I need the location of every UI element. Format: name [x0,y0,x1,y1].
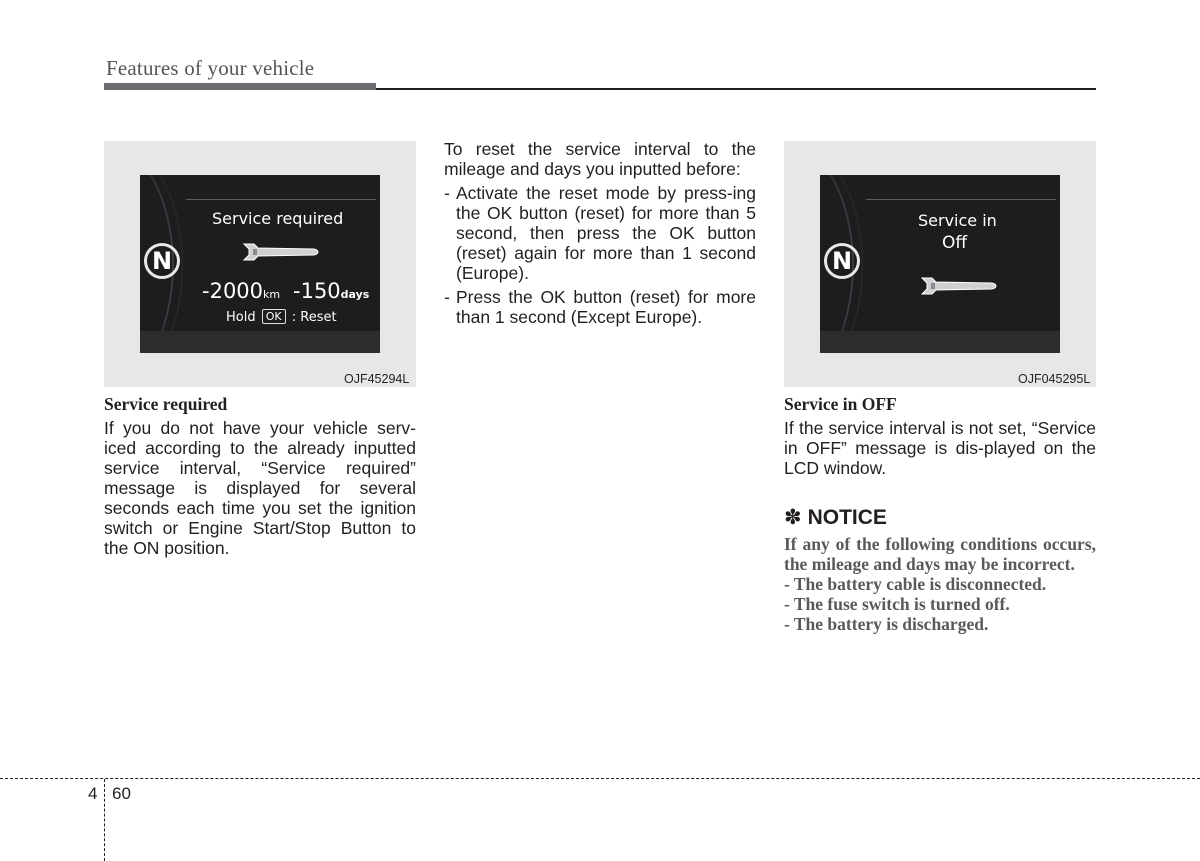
lcd-top-line [866,199,1056,200]
notice-label: NOTICE [807,506,887,529]
lcd-bottom-band [820,331,1060,353]
section-heading: Service required [104,394,228,414]
list-item: - Press the OK button (reset) for more than 1 second (Except Europe). [444,287,756,327]
hold-reset-hint [226,309,337,325]
page-number: 60 [112,784,131,803]
reset-steps-list [444,183,756,327]
body-paragraph: If you do not have your vehicle serv-iced according to the already inputted service interval, “Service required” message is displayed for several seconds each time you set the ignition switch or Engine Start/Stop Button to the ON position. [104,418,416,558]
reset-label: : Reset [291,310,337,325]
distance-unit: km [263,288,281,301]
lcd-top-line [186,199,376,200]
section-heading: Service in OFF [784,394,897,414]
wrench-icon [918,275,998,297]
figure-service-in-off [784,141,1096,387]
intro-paragraph: To reset the service interval to the mileage and days you inputted before: [444,139,756,179]
lcd-line-2: Off [942,233,968,253]
notice-title [784,506,1096,530]
ok-chip: OK [262,309,286,324]
list-item: - Activate the reset mode by press-ing the OK button (reset) for more than 5 second, then press the OK button (reset) again for more than 1 second (Europe). [444,183,756,283]
notice-item: - The fuse switch is turned off. [784,594,1010,614]
lcd-title: Service required [212,209,344,228]
days-value: -150 [293,279,341,303]
notice-item: - The battery cable is disconnected. [784,574,1047,594]
days-readout [293,279,369,303]
wrench-icon [240,241,320,263]
right-column [784,394,1096,634]
running-header: Features of your vehicle [106,56,315,80]
figure-caption: OJF45294L [344,372,410,386]
hold-label: Hold [226,310,256,325]
chapter-number: 4 [88,784,98,803]
gear-indicator: N [824,243,860,279]
footer-rule [0,778,1200,779]
gear-indicator: N [144,243,180,279]
distance-value: -2000 [202,279,264,303]
middle-column [444,139,756,331]
lcd-line-1: Service in [918,211,997,230]
lcd-display [140,175,380,353]
figure-service-required [104,141,416,387]
notice-intro: If any of the following conditions occurs, the mileage and days may be incorrect. [784,534,1096,574]
body-paragraph: If the service interval is not set, “Service in OFF” message is dis-played on the LCD window. [784,418,1096,478]
header-rule [376,88,1096,90]
lcd-display [820,175,1060,353]
notice-item: - The battery is discharged. [784,614,989,634]
days-unit: days [340,288,370,301]
notice-body [784,534,1096,634]
header-accent-bar [104,83,376,90]
asterisk-icon: ✽ [784,506,802,529]
figure-caption: OJF045295L [1018,372,1091,386]
distance-readout [202,279,280,303]
left-column [104,394,416,558]
lcd-bottom-band [140,331,380,353]
footer-divider [104,779,105,861]
